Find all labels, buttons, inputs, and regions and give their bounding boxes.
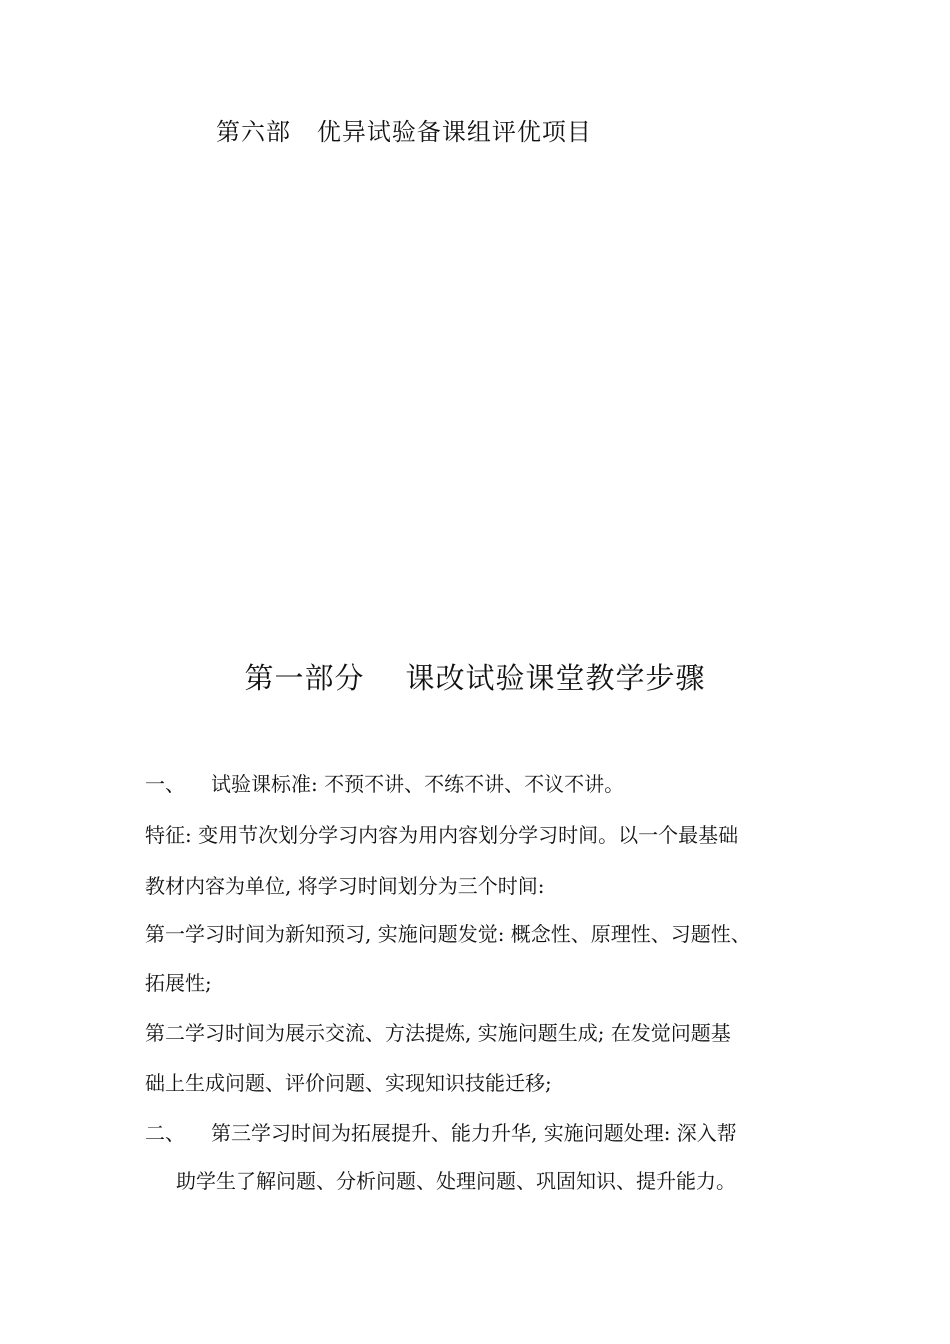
- part-one-heading: [0, 656, 950, 700]
- item-two-line-2: 助学生了解问题、分析问题、处理问题、巩固知识、提升能力。: [176, 1169, 736, 1193]
- item-two: [145, 1117, 810, 1149]
- period-one-line-2: 拓展性;: [145, 971, 212, 995]
- part-one-label: 第一部分: [244, 661, 365, 695]
- toc-part-label: 第六部: [216, 118, 291, 146]
- item-two-number: 二、: [145, 1121, 185, 1145]
- toc-title: 优异试验备课组评优项目: [316, 118, 592, 146]
- item-one-text: 试验课标准: 不预不讲、不练不讲、不议不讲。: [211, 772, 625, 796]
- features-line-2: 教材内容为单位, 将学习时间划分为三个时间:: [145, 874, 545, 898]
- item-one: [145, 768, 810, 800]
- part-one-title: 课改试验课堂教学步骤: [405, 661, 706, 695]
- period-two-line-1: 第二学习时间为展示交流、方法提炼, 实施问题生成; 在发觉问题基: [145, 1021, 731, 1045]
- item-two-line-1: 第三学习时间为拓展提升、能力升华, 实施问题处理: 深入帮: [211, 1121, 737, 1145]
- toc-entry: [216, 114, 592, 150]
- period-two-line-2: 础上生成问题、评价问题、实现知识技能迁移;: [145, 1071, 552, 1095]
- period-one-line-1: 第一学习时间为新知预习, 实施问题发觉: 概念性、原理性、习题性、: [145, 922, 751, 946]
- features-line-1: 特征: 变用节次划分学习内容为用内容划分学习时间。以一个最基础: [145, 823, 739, 847]
- item-one-number: 一、: [145, 772, 185, 796]
